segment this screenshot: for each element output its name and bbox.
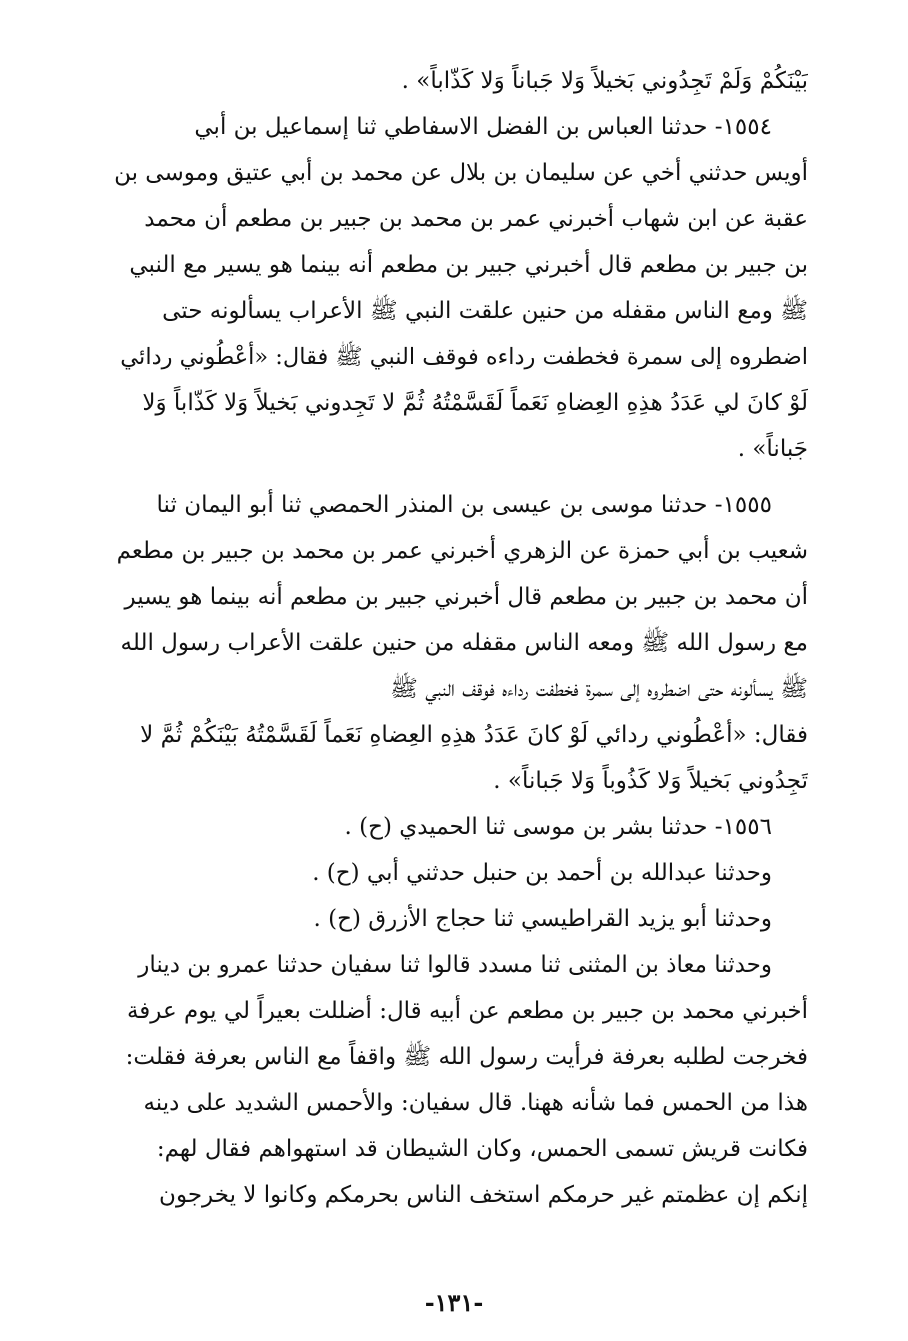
body-text <box>110 58 808 1218</box>
text-line: ١٥٥٦- حدثنا بشر بن موسى ثنا الحميدي (ح) . <box>344 814 772 840</box>
text-line: ﷺ ومع الناس مقفله من حنين علقت النبي ﷺ الأعراب يسألونه حتى <box>162 298 808 324</box>
text-line: أويس حدثني أخي عن سليمان بن بلال عن محمد بن أبي عتيق وموسى بن <box>114 160 808 186</box>
text-line: وحدثنا أبو يزيد القراطيسي ثنا حجاج الأزرق (ح) . <box>313 906 772 932</box>
text-line: أخبرني محمد بن جبير بن مطعم عن أبيه قال: أضللت بعيراً لي يوم عرفة <box>126 998 808 1024</box>
text-line: تَجِدُوني بَخيلاً وَلا كَذُوباً وَلا جَباناً» . <box>493 768 808 794</box>
text-line: إنكم إن عظمتم غير حرمكم استخف الناس بحرمكم وكانوا لا يخرجون <box>159 1182 808 1208</box>
text-line: وحدثنا معاذ بن المثنى ثنا مسدد قالوا ثنا سفيان حدثنا عمرو بن دينار <box>138 952 772 978</box>
text-line: وحدثنا عبدالله بن أحمد بن حنبل حدثني أبي (ح) . <box>312 860 772 886</box>
text-line: مع رسول الله ﷺ ومعه الناس مقفله من حنين علقت الأعراب رسول الله <box>120 630 808 656</box>
page-number: -١٣١- <box>424 1288 484 1317</box>
text-line: عقبة عن ابن شهاب أخبرني عمر بن محمد بن جبير بن مطعم أن محمد <box>144 206 808 232</box>
text-line: فخرجت لطلبه بعرفة فرأيت رسول الله ﷺ واقفاً مع الناس بعرفة فقلت: <box>125 1044 808 1070</box>
text-line: بن جبير بن مطعم قال أخبرني جبير بن مطعم أنه بينما هو يسير مع النبي <box>129 252 808 278</box>
text-line: ١٥٥٥- حدثنا موسى بن عيسى بن المنذر الحمصي ثنا أبو اليمان ثنا <box>156 492 772 518</box>
text-line: هذا من الحمس فما شأنه ههنا. قال سفيان: والأحمس الشديد على دينه <box>143 1090 808 1116</box>
text-line: اضطروه إلى سمرة فخطفت رداءه فوقف النبي ﷺ فقال: «أعْطُوني ردائي <box>120 344 808 370</box>
text-line: بَيْنَكُمْ وَلَمْ تَجِدُوني بَخيلاً وَلا جَباناً وَلا كَذّاباً» . <box>401 68 808 94</box>
text-line: شعيب بن أبي حمزة عن الزهري أخبرني عمر بن محمد بن جبير بن مطعم <box>116 538 808 564</box>
text-line: لَوْ كانَ لي عَدَدُ هذِهِ العِضاهِ نَعَماً لَقَسَّمْتُهُ ثُمَّ لا تَجِدوني بَخيلاً وَلا كَذّاباً وَلا <box>142 390 808 416</box>
text-line: ١٥٥٤- حدثنا العباس بن الفضل الاسفاطي ثنا إسماعيل بن أبي <box>194 114 772 140</box>
text-line: جَباناً» . <box>737 436 808 462</box>
text-line: ﷺ يسألونه حتى اضطروه إلى سمرة فخطفت رداءه فوقف النبي ﷺ <box>390 676 808 702</box>
text-line: فقال: «أعْطُوني ردائي لَوْ كانَ عَدَدُ هذِهِ العِضاهِ نَعَماً لَقَسَّمْتُهُ بَيْنَكُمْ ثُمَّ لا <box>140 722 808 748</box>
text-line: فكانت قريش تسمى الحمس، وكان الشيطان قد استهواهم فقال لهم: <box>156 1136 808 1162</box>
text-line: أن محمد بن جبير بن مطعم قال أخبرني جبير بن مطعم أنه بينما هو يسير <box>124 584 808 610</box>
